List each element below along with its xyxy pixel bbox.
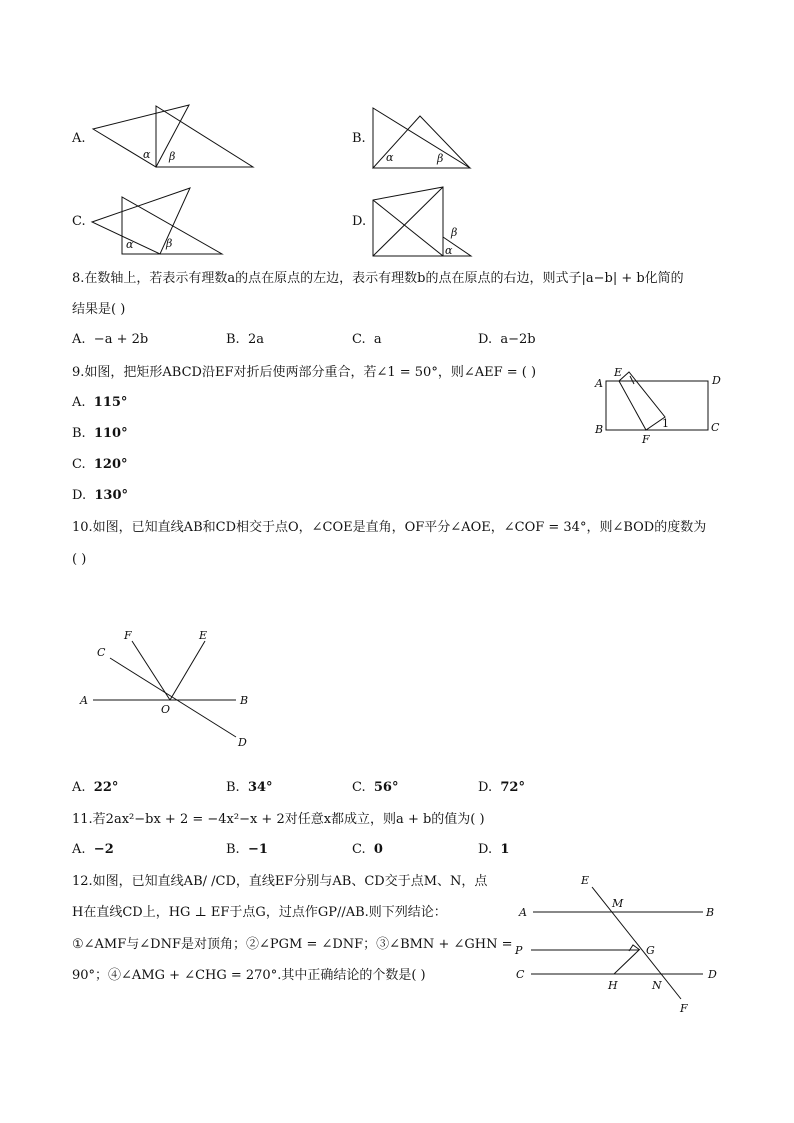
q12-stem-line1: 12.如图，已知直线AB/ /CD，直线EF分别与AB、CD交于点M、N，点 — [72, 874, 488, 889]
q7-d-alpha: α — [445, 244, 453, 257]
q7-d-beta: β — [451, 226, 458, 239]
q9-option-c: C. 120° — [72, 457, 128, 472]
q12-stem-line4: 90°；④∠AMG + ∠CHG = 270°.其中正确结论的个数是( ) — [72, 968, 426, 983]
q7-b-alpha: α — [386, 151, 394, 164]
svg-text:E: E — [581, 874, 590, 887]
svg-text:G: G — [646, 944, 655, 957]
q9-option-d: D. 130° — [72, 488, 128, 503]
q11-option-a: A. −2 — [72, 842, 114, 857]
q8-stem-line2: 结果是( ) — [72, 302, 126, 317]
svg-text:C: C — [516, 968, 525, 981]
q10-stem-line2: ( ) — [72, 552, 87, 567]
q10-stem-line1: 10.如图，已知直线AB和CD相交于点O，∠COE是直角，OF平分∠AOE，∠COF = 34°，则∠BOD的度数为 — [72, 520, 707, 535]
q8-option-c: C. a — [352, 332, 382, 347]
svg-text:B: B — [706, 906, 715, 919]
q7-option-c-label: C. — [72, 214, 86, 229]
q8-stem-line1: 8.在数轴上，若表示有理数a的点在原点的左边，表示有理数b的点在原点的右边，则式子|a−b| + b化简的 — [72, 271, 684, 286]
svg-text:C: C — [711, 421, 720, 434]
q7-option-a-label: A. — [72, 131, 86, 146]
q11-option-b: B. −1 — [226, 842, 268, 857]
q7-a-alpha: α — [143, 148, 151, 161]
q7-option-d-label: D. — [352, 214, 367, 229]
svg-text:F: F — [680, 1002, 688, 1015]
svg-text:A: A — [519, 906, 527, 919]
q7-option-b-label: B. — [352, 131, 366, 146]
q7-a-beta: β — [169, 150, 176, 163]
svg-text:C: C — [97, 646, 106, 659]
q9-option-b: B. 110° — [72, 426, 128, 441]
svg-text:E: E — [614, 366, 623, 379]
svg-text:B: B — [240, 694, 249, 707]
q8-option-a: A. −a + 2b — [72, 332, 149, 347]
svg-text:N: N — [652, 979, 662, 992]
q8-option-d: D. a−2b — [478, 332, 536, 347]
svg-text:H: H — [608, 979, 618, 992]
q7-c-alpha: α — [126, 238, 134, 251]
svg-text:P: P — [515, 944, 523, 957]
svg-text:E: E — [199, 629, 208, 642]
svg-text:M: M — [612, 897, 624, 910]
q8-option-b: B. 2a — [226, 332, 264, 347]
svg-text:F: F — [124, 629, 132, 642]
svg-text:D: D — [238, 736, 247, 749]
q7-c-beta: β — [166, 237, 173, 250]
svg-text:1: 1 — [662, 417, 669, 430]
svg-text:F: F — [642, 433, 650, 446]
svg-text:O: O — [161, 703, 171, 716]
svg-text:B: B — [595, 423, 604, 436]
q11-option-c: C. 0 — [352, 842, 383, 857]
svg-text:A: A — [80, 694, 88, 707]
q11-option-d: D. 1 — [478, 842, 510, 857]
svg-text:D: D — [712, 374, 721, 387]
q7-b-beta: β — [437, 152, 444, 165]
q10-option-b: B. 34° — [226, 780, 273, 795]
q10-option-d: D. 72° — [478, 780, 525, 795]
q10-option-a: A. 22° — [72, 780, 119, 795]
q9-option-a: A. 115° — [72, 395, 128, 410]
svg-text:A: A — [595, 377, 603, 390]
q9-stem: 9.如图，把矩形ABCD沿EF对折后使两部分重合，若∠1 = 50°，则∠AEF = ( ) — [72, 365, 537, 380]
q11-stem: 11.若2ax²−bx + 2 = −4x²−x + 2对任意x都成立，则a + b的值为( ) — [72, 812, 485, 827]
q12-stem-line3: ①∠AMF与∠DNF是对顶角；②∠PGM = ∠DNF；③∠BMN + ∠GHN = — [72, 937, 513, 952]
q10-option-c: C. 56° — [352, 780, 399, 795]
q12-stem-line2: H在直线CD上，HG ⊥ EF于点G，过点作GP//AB.则下列结论： — [72, 905, 447, 920]
svg-text:D: D — [708, 968, 717, 981]
